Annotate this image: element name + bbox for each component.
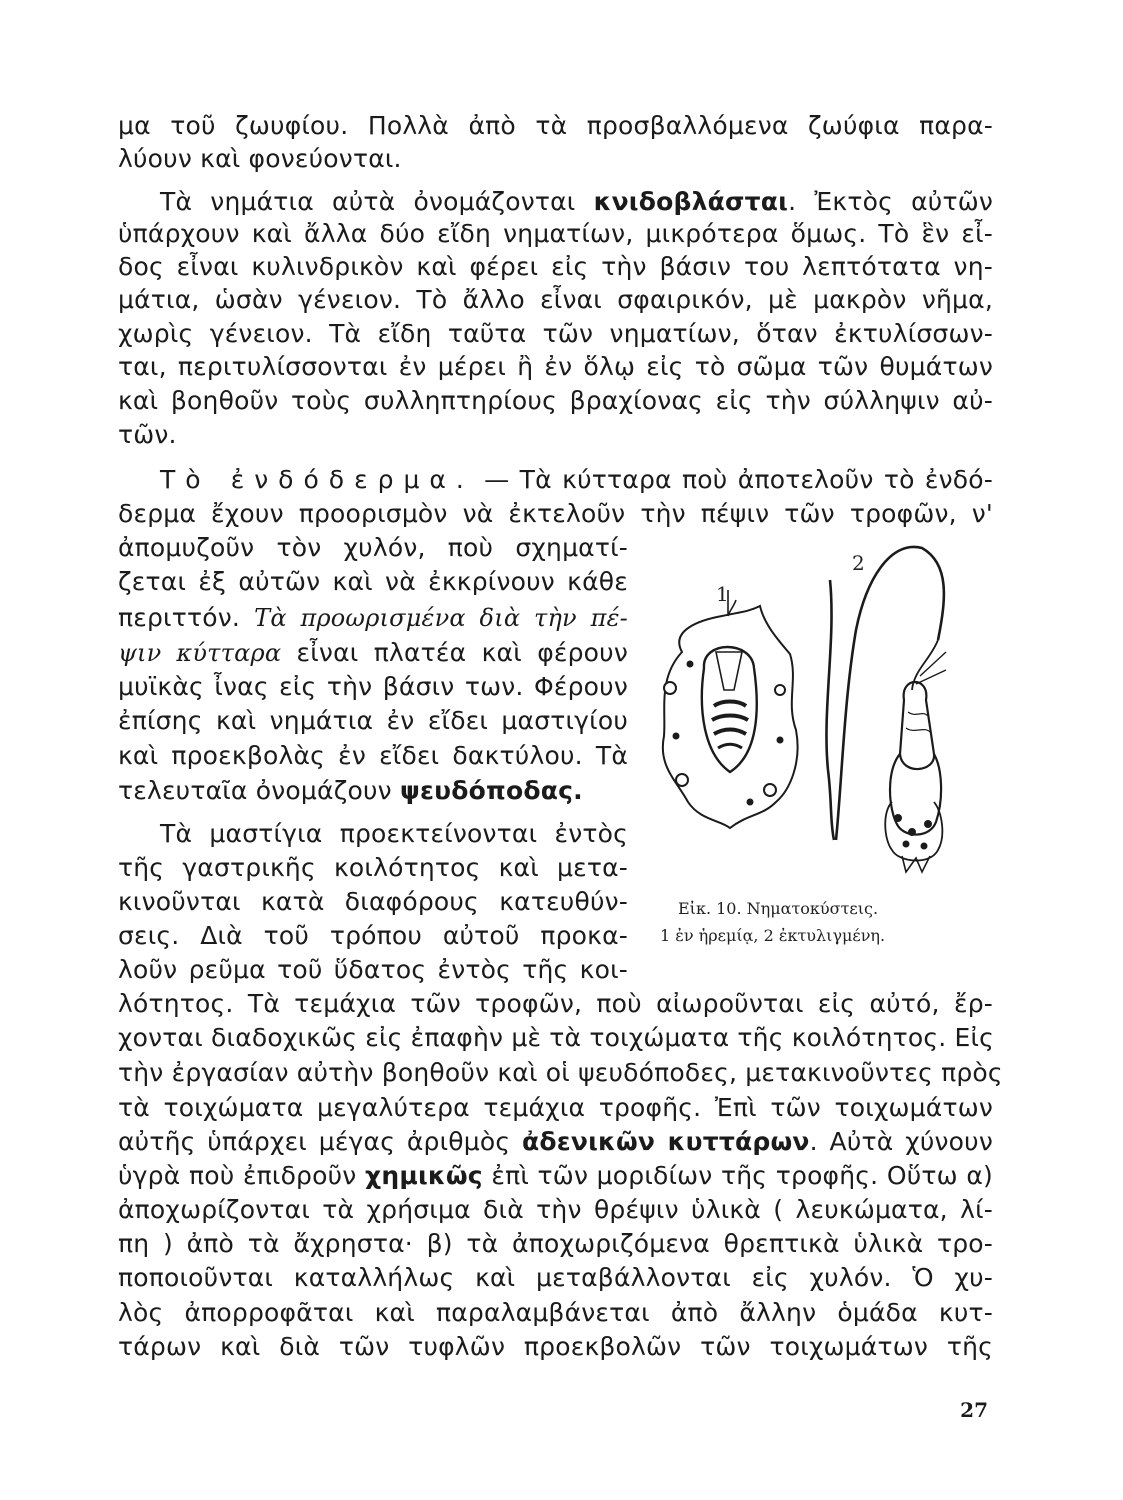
text-line: δος εἶναι κυλινδρικὸν καὶ φέρει εἰς τὴν βάσιν του λεπτότατα νη-: [118, 252, 993, 281]
italic-phrase: ψιν κύτταρα: [118, 639, 282, 667]
term-pseudopods: ψευδόποδας.: [399, 776, 583, 805]
text-line: Τὰ μαστίγια προεκτείνονται ἐντὸς: [160, 819, 628, 848]
section-heading-endoderm: Τὸ ἐνδόδερμα.: [160, 465, 474, 494]
text-line: ποποιοῦνται καταλλήλως καὶ μεταβάλλονται εἰς χυλόν. Ὁ χυ-: [118, 1263, 993, 1292]
text-line: λύουν καὶ φονεύονται.: [118, 144, 402, 173]
text-line: ὑγρὰ ποὺ ἐπιδροῦν χημικῶς ἐπὶ τῶν μοριδίων τῆς τροφῆς. Οὕτω α): [118, 1161, 994, 1190]
text-line: ὑπάρχουν καὶ ἄλλα δύο εἴδη νηματίων, μικρότερα ὅμως. Τὸ ἓν εἶ-: [118, 219, 993, 248]
text-line: ζεται ἐξ αὐτῶν καὶ νὰ ἐκκρίνουν κάθε: [118, 567, 628, 596]
text-line: καὶ προεκβολὰς ἐν εἴδει δακτύλου. Τὰ: [118, 741, 628, 770]
figure-caption: Εἰκ. 10. Νηματοκύστεις.: [678, 899, 879, 918]
figure-label-1: 1: [716, 582, 729, 606]
text-line: τὰ τοιχώματα μεγαλύτερα τεμάχια τροφῆς. Ἐπὶ τῶν τοιχωμάτων: [118, 1093, 993, 1122]
text-line: τῶν.: [118, 420, 177, 449]
nematocyst-discharged: [826, 547, 946, 872]
text-line: Τὸ ἐνδόδερμα. — Τὰ κύτταρα ποὺ ἀποτελοῦν τὸ ἐνδό-: [160, 465, 994, 494]
figure-label-2: 2: [852, 551, 865, 575]
text-line: ται, περιτυλίσσονται ἐν μέρει ἢ ἐν ὅλῳ εἰς τὸ σῶμα τῶν θυμάτων: [118, 352, 993, 381]
nematocyst-illustration: [630, 540, 960, 880]
text-line: αὐτῆς ὑπάρχει μέγας ἀριθμὸς ἀδενικῶν κυττάρων. Αὐτὰ χύνουν: [118, 1127, 993, 1156]
italic-phrase: Τὰ προωρισμένα διὰ τὴν πέ-: [254, 604, 628, 632]
page-number: 27: [960, 1398, 988, 1422]
text-line: δερμα ἔχουν προορισμὸν νὰ ἐκτελοῦν τὴν πέψιν τῶν τροφῶν, ν': [118, 499, 993, 528]
text-line: ἀπομυζοῦν τὸν χυλόν, ποὺ σχηματί-: [118, 533, 628, 562]
text-line: πη ) ἀπὸ τὰ ἄχρηστα· β) τὰ ἀποχωριζόμενα θρεπτικὰ ὑλικὰ τρο-: [118, 1229, 993, 1258]
text-line: λὸς ἀπορροφᾶται καὶ παραλαμβάνεται ἀπὸ ἄλλην ὁμάδα κυτ-: [118, 1298, 993, 1327]
text-line: ἀποχωρίζονται τὰ χρήσιμα διὰ τὴν θρέψιν ὑλικὰ ( λευκώματα, λί-: [118, 1195, 993, 1224]
term-glandular-cells: ἀδενικῶν κυττάρων: [521, 1127, 810, 1156]
text-line: σεις. Διὰ τοῦ τρόπου αὐτοῦ προκα-: [118, 921, 628, 950]
text-line: τῆς γαστρικῆς κοιλότητος καὶ μετα-: [118, 853, 628, 882]
text-line: καὶ βοηθοῦν τοὺς συλληπτηρίους βραχίονας εἰς τὴν σύλληψιν αὐ-: [118, 386, 993, 415]
text-line: λοῦν ρεῦμα τοῦ ὕδατος ἐντὸς τῆς κοι-: [118, 955, 628, 984]
text-line: περιττόν. Τὰ προωρισμένα διὰ τὴν πέ-: [118, 603, 628, 632]
text-line: τελευταῖα ὀνομάζουν ψευδόποδας.: [118, 776, 583, 805]
text-line: τὴν ἐργασίαν αὐτὴν βοηθοῦν καὶ οἱ ψευδόποδες, μετακινοῦντες πρὸς: [118, 1058, 1003, 1087]
text-line: χονται διαδοχικῶς εἰς ἐπαφὴν μὲ τὰ τοιχώματα τῆς κοιλότητος. Εἰς: [118, 1023, 995, 1052]
text-line: μάτια, ὡσὰν γένειον. Τὸ ἄλλο εἶναι σφαιρικόν, μὲ μακρὸν νῆμα,: [118, 285, 993, 314]
text-line: λότητος. Τὰ τεμάχια τῶν τροφῶν, ποὺ αἰωροῦνται εἰς αὐτό, ἔρ-: [118, 989, 993, 1018]
text-line: ψιν κύτταρα εἶναι πλατέα καὶ φέρουν: [118, 638, 629, 667]
term-cnidoblasts: κνιδοβλάσται: [593, 187, 789, 216]
text-line: μα τοῦ ζωυφίου. Πολλὰ ἀπὸ τὰ προσβαλλόμενα ζωύφια παρα-: [118, 111, 993, 140]
text-line: ἐπίσης καὶ νημάτια ἐν εἴδει μαστιγίου: [118, 706, 628, 735]
text-line: κινοῦνται κατὰ διαφόρους κατευθύν-: [118, 887, 628, 916]
text-line: μυϊκὰς ἶνας εἰς τὴν βάσιν των. Φέρουν: [118, 672, 628, 701]
text-line: χωρὶς γένειον. Τὰ εἴδη ταῦτα τῶν νηματίων, ὅταν ἐκτυλίσσων-: [118, 319, 993, 348]
figure-caption: 1 ἐν ἠρεμίᾳ, 2 ἐκτυλιγμένη.: [660, 926, 886, 945]
nematocyst-resting: [663, 590, 798, 828]
term-chemically: χημικῶς: [365, 1161, 483, 1190]
text-line: τάρων καὶ διὰ τῶν τυφλῶν προεκβολῶν τῶν τοιχωμάτων τῆς: [118, 1332, 993, 1361]
text-line: Τὰ νημάτια αὐτὰ ὀνομάζονται κνιδοβλάσται. Ἐκτὸς αὐτῶν: [160, 187, 993, 216]
